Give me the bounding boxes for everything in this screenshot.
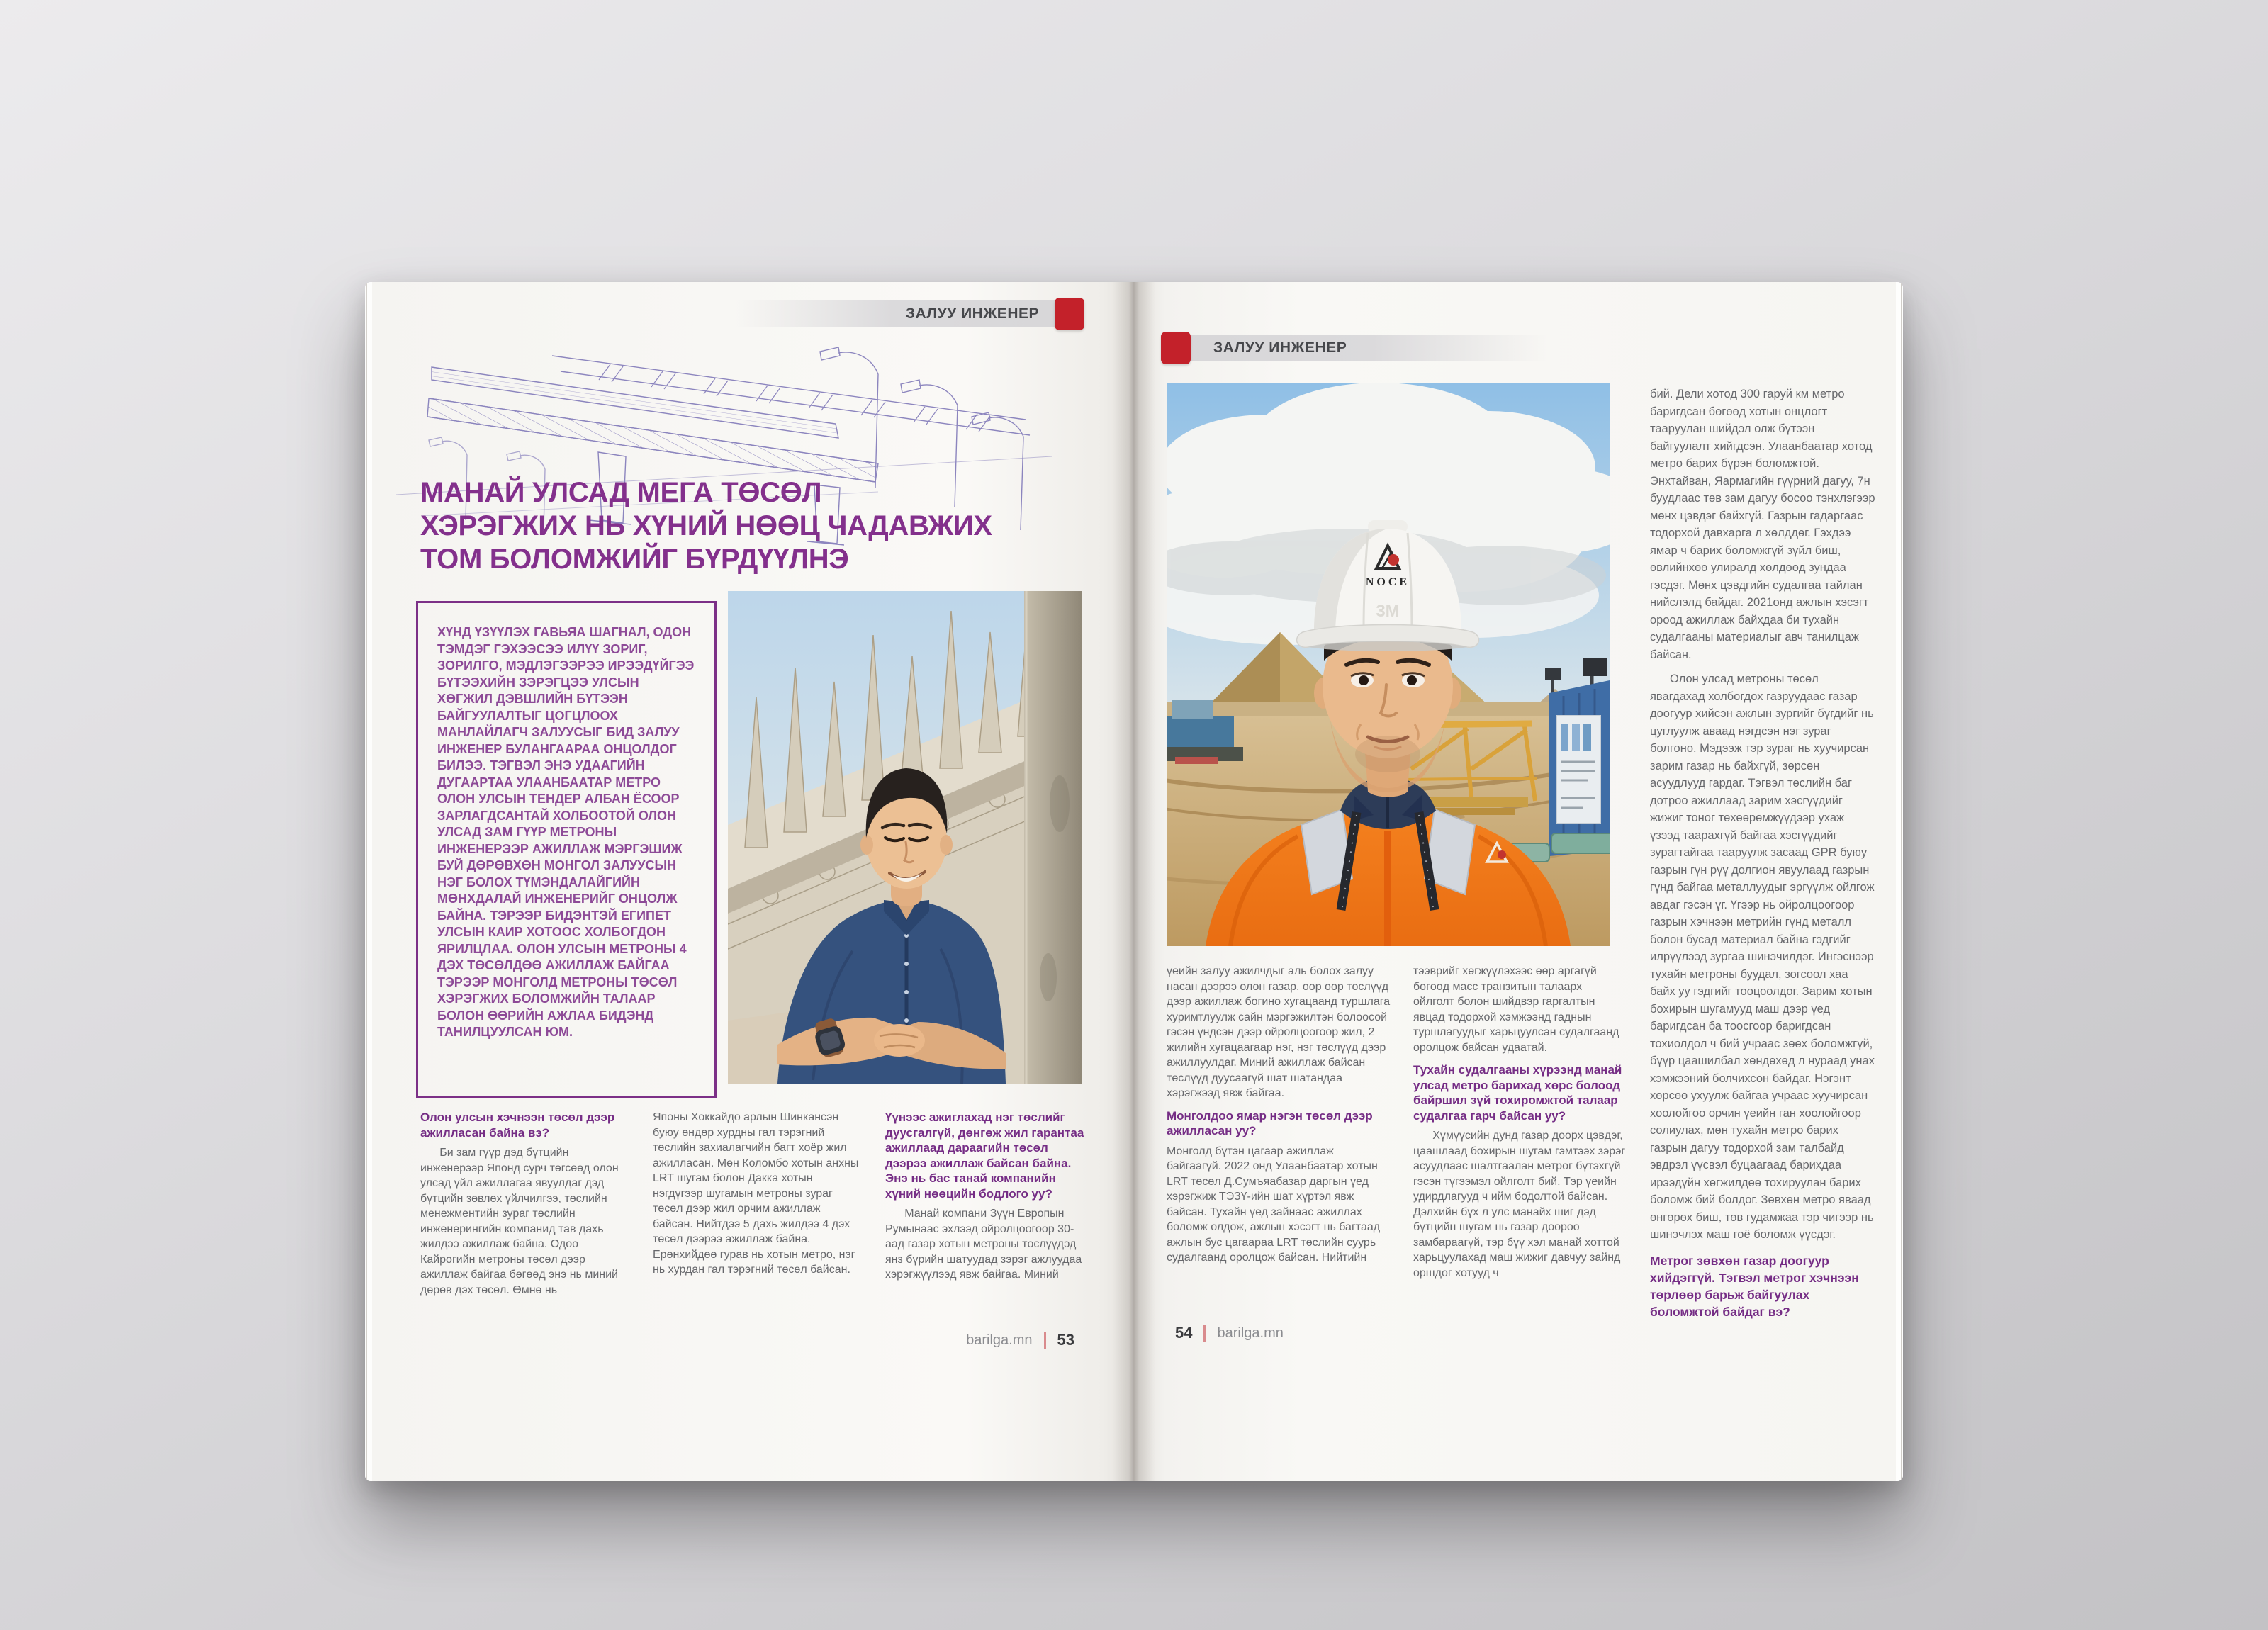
interview-paragraph: Японы Хоккайдо арлын Шинкансэн буюу өндөр хурдны гал тэрэгний төслийн захиалагчийн багт хоёр жил ажилласан. Мөн Коломбо хотын анхны LRT шугам болон Дакка хотын нэгдүгээр шугамын метроны зураг төсөл дээр жил орчим ажиллаж байсан. Нийтдээ 5 дахь жилдээ 4 дэх төсөл дээрээ ажиллаж байна. Ерөнхийдөө гурав нь хотын метро, нэг нь хурдан гал тэрэгний төсөл байсан. (653, 1111, 859, 1276)
interview-question: Тухайн судалгааны хүрээнд манай улсад метро барихад хөрс болоод байршил зүй тохиромжтой талаар судалгаа гарч байсан уу? (1413, 1063, 1622, 1123)
interview-paragraph: Манай компани Зүүн Европын Румынаас эхлээд ойролцоогоор 30-аад газар хотын метроны төслүүдэд янз бүрийн шатуудад зэрэг ажлуудаа хэрэгжүүлээд явж байгаа. Миний (885, 1208, 1082, 1281)
left-page-footer (966, 1331, 1074, 1349)
interviewee-photo-duomo (728, 591, 1082, 1084)
duomo-photo-illustration (728, 591, 1082, 1084)
interview-paragraph: Олон улсад метроны төсөл явагдахад холбогдох газруудаас газар доогуур хийсэн ажлын зургийг бүгдийг нь цуглуулж аваад нэгдсэн нэг зураг болгоно. Мэдээж тэр зураг нь хуучирсан зарим газар нь байхгүй, зөрсөн асуудлууд гардаг. Тэгвэл төслийн баг дотроо ажиллаад зарим хэсгүүдийг жижиг тоног төхөөрөмжүүдээр ухаж үзээд таарахгүй байгаа хэсгүүдийг зурагтайгаа тааруулж засаад GPR буюу газрын гүн рүү долгион явуулаад газрын гүнд байгаа металлуудыг эргүүлж ойлгож авдаг гэсэн үг. Үгээр нь ойролцоогоор газрын хэчнээн метрийн гүнд металл болон бусад материал байна гэдгийг илрүүлээд зургаа шинэчилдэг. Ингэснээр тухайн метроны буудал, зогсоол хаа байх уу гэдгийг тооцоолдог. Зарим хотын бохирын шугамууд маш дээр үед баригдсан ба тоосгоор баригдсан тохиолдол ч бий учраас зөөх боломжгүй, бүүр цаашилбал хөндөхөд л нураад унах хэмжээний болчихсон байдаг. Нэгэнт хөрсөө ухуулж байгаа учраас хуучирсан хоолойгоо орчин үеийн ган хоолойгоор солиулах, мөн тухайн метро барих газрын дагуу тодорхой зам талбайд эвдрэл үүсвэл буцаагаад барихдаа ирээдүйн хөгжилдөө тохируулан барих боломж бий болдог. Зөвхөн метро яваад өнгөрөх биш, төв гудамжаа тэр чигээр нь шинэчлэх маш гоё боломж үүсдэг. (1650, 673, 1875, 1241)
interview-paragraph: Би зам гүүр дэд бүтцийн инженерээр Японд сурч төгсөөд олон улсад үйл ажиллагаа явуулдаг дэд бүтцийн зөвлөх үйлчилгээ, төслийн менежментийн зураг төслийн инженерингийн компанид тав дахь жилдээ ажиллаж байна. Одоо Кайрогийн метроны төсөл дээр ажиллаж байгаа бөгөөд энэ нь миний дөрөв дэх төсөл. Өмнө нь (420, 1147, 619, 1296)
interview-question: Олон улсын хэчнээн төсөл дээр ажилласан байна вэ? (420, 1111, 615, 1140)
right-page (1134, 282, 1903, 1481)
interview-question: Монголдоо ямар нэгэн төсөл дээр ажилласан уу? (1167, 1108, 1373, 1137)
article-title-line: ХЭРЭГЖИХ НЬ ХҮНИЙ НӨӨЦ ЧАДАВЖИХ (420, 510, 992, 541)
pyramids-photo-illustration (1167, 383, 1610, 946)
article-title (420, 476, 1118, 576)
interview-question: Метрог зөвхөн газар доогуур хийдэггүй. Тэгвэл метрог хэчнээн төрлөөр барьж байгуулах боломжтой байдаг вэ? (1650, 1253, 1859, 1319)
interviewee-photo-pyramids (1167, 383, 1610, 946)
left-page (365, 282, 1134, 1481)
section-label: ЗАЛУУ ИНЖЕНЕР (1213, 339, 1347, 356)
section-header-right (1161, 335, 1546, 361)
footer-page-number: 54 (1175, 1324, 1193, 1342)
interview-question: Үүнээс ажиглахад нэг төслийг дуусгалгүй, дөнгөж жил гарантаа ажиллаад дараагийн төсөл дээрээ ажиллаж байсан байна. Энэ нь бас танай компанийн хүний нөөцийн бодлого уу? (885, 1111, 1084, 1201)
right-column-3 (1650, 386, 1875, 1325)
left-column-1 (420, 1110, 629, 1305)
hat-brand-text: 3M (1376, 602, 1400, 621)
footer-site: barilga.mn (1217, 1325, 1284, 1341)
interview-paragraph: Монголд бүтэн цагаар ажиллаж байгаагүй. 2022 онд Улаанбаатар хотын LRT төсөл Д.Сумъяабазар даргын үед хэрэгжиж ТЭЗҮ-ийн шат хүртэл явж байсан. Тухайн үед зайнаас ажиллах боломж олдож, ажлын хэсэгт нь багтаад ажлын бус цагаараа LRT төслийн суурь судалгаанд оролцож байсан. Нийтийн (1167, 1145, 1381, 1264)
interview-paragraph: Хүмүүсийн дунд газар доорх цэвдэг, цаашлаад бохирын шугам гэмтээх зэрэг асуудлаас шалтгаалан метрог бүтэхгүй гэсэн түгээмэл ойлголт бий. Тэр үеийн удирдлагууд ч ийм бодолтой байсан. Дэлхийн бүх л улс манайх шиг дэд бүтцийн шугам нь газар доороо замбараагүй, тэр бүү хэл манай хоттой харьцуулахад маш жижиг давчуу зайнд оршдог хотууд ч (1413, 1130, 1626, 1279)
footer-divider (1044, 1332, 1046, 1349)
marble-column (1024, 591, 1082, 1084)
intro-lede-box (416, 601, 717, 1098)
right-column-2 (1413, 964, 1626, 1288)
intro-lede-text: ХҮНД ҮЗҮҮЛЭХ ГАВЬЯА ШАГНАЛ, ОДОН ТЭМДЭГ ГЭХЭЭСЭЭ ИЛҮҮ ЗОРИГ, ЗОРИЛГО, МЭДЛЭГЭЭРЭЭ ИРЭЭДҮЙГЭЭ БҮТЭЭХИЙН ЗЭРЭГЦЭЭ УЛСЫН ХӨГЖИЛ ДЭВШЛИЙН БҮТЭЭН БАЙГУУЛАЛТЫГ ЦОГЦЛООХ МАНЛАЙЛАГЧ ЗАЛУУСЫГ БИД ЗАЛУУ ИНЖЕНЕР БУЛАНГААРАА ОНЦОЛДОГ БИЛЭЭ. ТЭГВЭЛ ЭНЭ УДААГИЙН ДУГААРТАА УЛААНБААТАР МЕТРО ОЛОН УЛСЫН ТЕНДЕР АЛБАН ЁСООР ЗАРЛАГДСАНТАЙ ХОЛБООТОЙ ОЛОН УЛСАД ЗАМ ГҮҮР МЕТРОНЫ ИНЖЕНЕРЭЭР АЖИЛЛАЖ МЭРГЭШИЖ БУЙ ДӨРӨВХӨН МОНГОЛ ЗАЛУУСЫН НЭГ БОЛОХ ТҮМЭНДАЛАЙГИЙН МӨНХДАЛАЙ ИНЖЕНЕРИЙГ ОНЦОЛЖ БАЙНА. ТЭРЭЭР БИДЭНТЭЙ ЕГИПЕТ УЛСЫН КАИР ХОТООС ХОЛБОГДОН ЯРИЛЦЛАА. ОЛОН УЛСЫН МЕТРОНЫ 4 ДЭХ ТӨСӨЛДӨӨ АЖИЛЛАЖ БАЙГАА ТЭРЭЭР МОНГОЛД МЕТРОНЫ ТӨСӨЛ ХЭРЭГЖИХ БОЛОМЖИЙН ТАЛААР БОЛОН ӨӨРИЙН АЖЛАА БИДЭНД ТАНИЛЦУУЛСАН ЮМ. (437, 625, 695, 1039)
left-column-3 (885, 1110, 1085, 1290)
article-title-line: ТОМ БОЛОМЖИЙГ БҮРДҮҮЛНЭ (420, 544, 849, 575)
section-header-left (734, 300, 1084, 327)
footer-page-number: 53 (1057, 1331, 1074, 1349)
section-label: ЗАЛУУ ИНЖЕНЕР (905, 305, 1039, 322)
left-column-2 (653, 1110, 862, 1285)
footer-site: barilga.mn (966, 1332, 1033, 1348)
article-title-line: МАНАЙ УЛСАД МЕГА ТӨСӨЛ (420, 477, 822, 508)
red-corner-tab (1055, 298, 1084, 330)
interview-paragraph: тээврийг хөгжүүлэхээс өөр аргагүй бөгөөд масс транзитын талаарх ойлголт болон шийдвэр гаргалтын явцад тодорхой хэмжээнд гаднын туршлагуудыг харьцуулсан судалгаанд оролцож байсан удаатай. (1413, 965, 1619, 1054)
footer-divider (1203, 1325, 1206, 1342)
hat-logo-text: NOCE (1365, 576, 1410, 588)
right-column-1 (1167, 964, 1391, 1273)
red-corner-tab (1161, 332, 1191, 364)
interview-paragraph: үеийн залуу ажилчдыг аль болох залуу насан дээрээ олон газар, өөр өөр төслүүд дээр ажиллаж богино хугацаанд туршлага хуримтлуулж сайн мэргэжилтэн болоосой гэсэн үндсэн дээр ойролцоогоор жил, 2 жилийн хугацаагаар нэг, нэг төслүүд дээр ажиллуулдаг. Миний ажиллаж байсан төслүүд дуусаагүй шат шатандаа хэрэгжээд явж байгаа. (1167, 965, 1391, 1099)
right-page-footer (1175, 1324, 1284, 1342)
interview-paragraph: бий. Дели хотод 300 гаруй км метро баригдсан бөгөөд хотын онцлогт тааруулан шийдэл олж бүтээн байгуулалт хийгдсэн. Улаанбаатар хотод метро барих бүрэн боломжтой. Энхтайван, Яармагийн гүүрний дагуу, 7н буудлаас төв зам дагуу босоо тэнхлэгээр мөнх цэвдэг байхгүй. Газрын гадаргаас тодорхой давхарга л хөлддөг. Гэхдээ ямар ч барих боломжгүй зүйл биш, өвлийнхөө улиралд хөлдөөд зундаа гэсдэг. Мөнх цэвдгийн судалгаа тайлан нийслэлд байдаг. 2021онд ажлын хэсэгт ороод ажиллаж байхдаа би тухайн судалгааны материалыг авч танилцаж байсан. (1650, 388, 1875, 661)
magazine-spread (365, 282, 1903, 1481)
